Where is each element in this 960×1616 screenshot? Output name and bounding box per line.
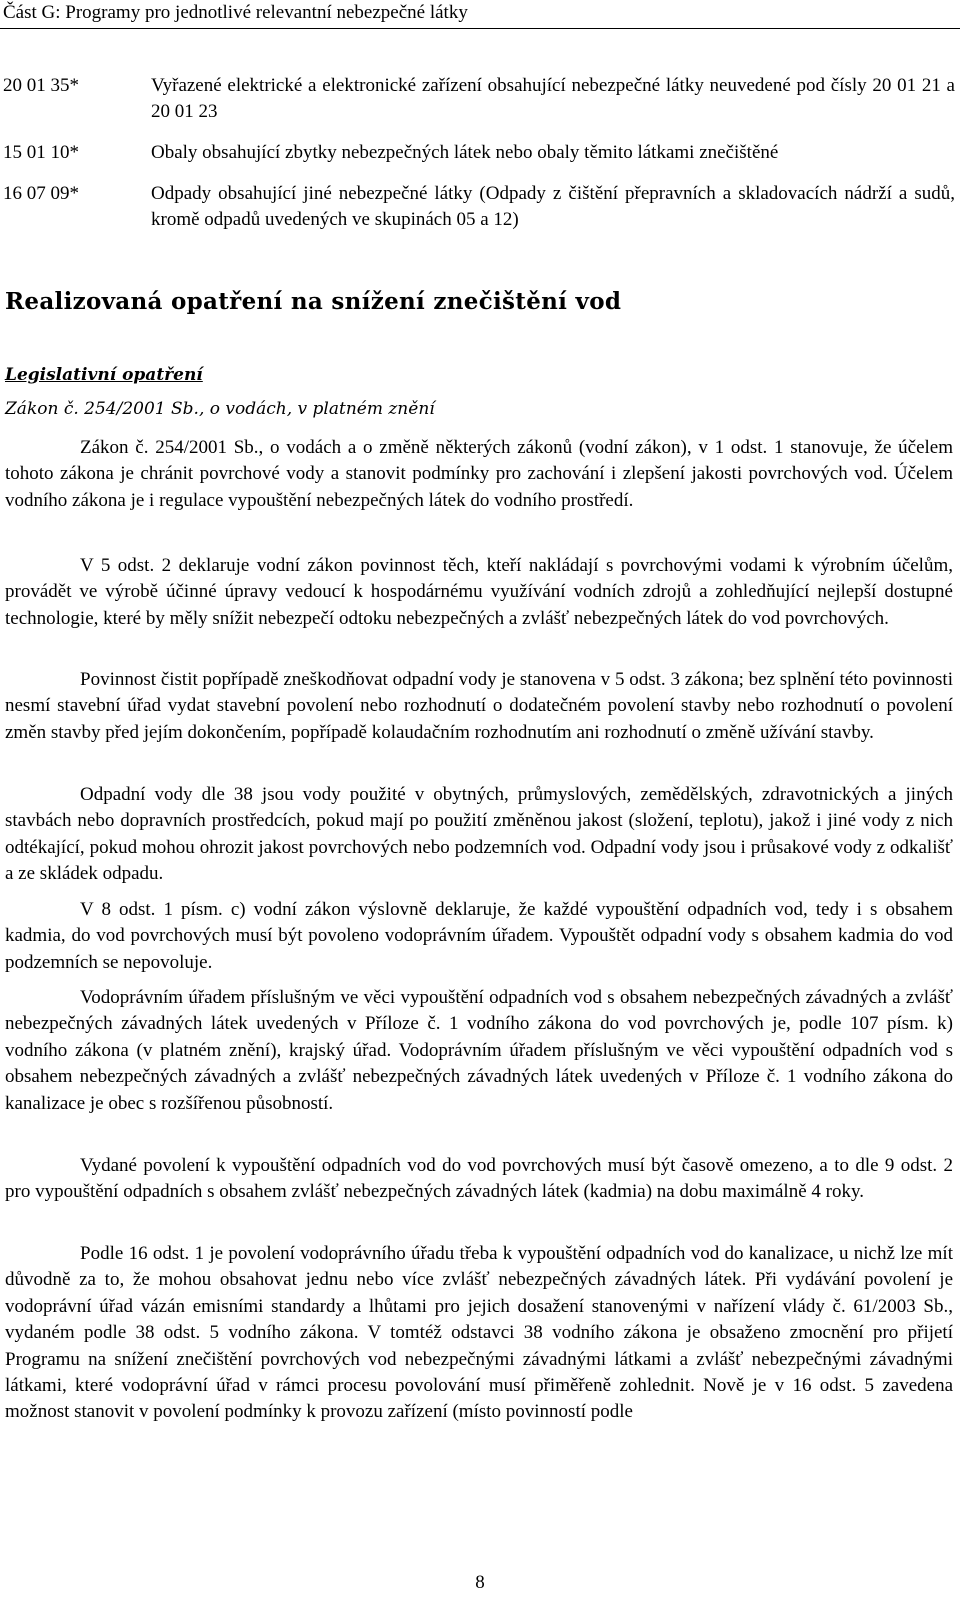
header-divider [0, 28, 960, 29]
page-header-title: Část G: Programy pro jednotlivé relevantní nebezpečné látky [3, 2, 468, 23]
waste-code-row [3, 140, 955, 166]
paragraph: V 8 odst. 1 písm. c) vodní zákon výslovně deklaruje, že každé vypouštění odpadních vod, tedy i s obsahem kadmia, do vod povrchových musí být povoleno vodoprávním úřadem. Vypouštět odpadní vody s obsahem kadmia do vod podzemních se nepovoluje. [5, 899, 953, 973]
paragraph: Povinnost čistit popřípadě zneškodňovat odpadní vody je stanovena v 5 odst. 3 zákona; bez splnění této povinnosti nesmí stavební úřad vydat stavební povolení nebo rozhodnutí o dodatečném povolení stavby nebo rozhodnutí o povolení změn stavby před jejím dokončením, popřípadě kolaudačním rozhodnutím ani rozhodnutí o změně užívání stavby. [5, 669, 953, 743]
waste-code: 20 01 35* [3, 75, 79, 96]
waste-code: 16 07 09* [3, 183, 79, 204]
paragraph: Vydané povolení k vypouštění odpadních vod do vod povrchových musí být časově omezeno, a to dle 9 odst. 2 pro vypouštění odpadních s obsahem zvlášť nebezpečných závadných látek (kadmia) na dobu maximálně 4 roky. [5, 1155, 953, 1203]
page-number: 8 [475, 1572, 485, 1593]
waste-description: Odpady obsahující jiné nebezpečné látky (Odpady z čištění přepravních a skladovacích nádrží a sudů, kromě odpadů uvedených ve skupinách 05 a 12) [151, 183, 955, 230]
paragraph: Odpadní vody dle 38 jsou vody použité v obytných, průmyslových, zemědělských, zdravotnických a jiných stavbách nebo dopravních prostředcích, pokud mají po použití změněnou jakost (složení, teplotu), jakož i jiné vody z nich odtékající, pokud mohou ohrozit jakost povrchových nebo podzemních vod. Odpadní vody jsou i průsakové vody z odkališť a ze skládek odpadu. [5, 784, 953, 885]
paragraph: Vodoprávním úřadem příslušným ve věci vypouštění odpadních vod s obsahem nebezpečných závadných a zvlášť nebezpečných závadných látek uvedených v Příloze č. 1 vodního zákona do vod povrchových je, podle 107 písm. k) vodního zákona (v platném znění), krajský úřad. Vodoprávním úřadem příslušným ve věci vypouštění odpadních vod s obsahem nebezpečných závadných a zvlášť nebezpečných závadných látek uvedených v Příloze č. 1 vodního zákona do kanalizace je obec s rozšířenou působností. [5, 987, 953, 1114]
section-heading: Realizovaná opatření na snížení znečištění vod [5, 288, 622, 315]
subsection-heading: Legislativní opatření [5, 365, 203, 385]
paragraph: V 5 odst. 2 deklaruje vodní zákon povinnost těch, kteří nakládají s povrchovými vodami k výrobním účelům, provádět ve výrobě účinné úpravy vedoucí k hospodárnému využívání vodních zdrojů a zohledňující nejlepší dostupné technologie, které by měly snížit nebezpečí odtoku nebezpečných a zvlášť nebezpečných látek do vod povrchových. [5, 555, 953, 629]
law-reference: Zákon č. 254/2001 Sb., o vodách, v platném znění [5, 399, 435, 419]
waste-description: Obaly obsahující zbytky nebezpečných látek nebo obaly těmito látkami znečištěné [151, 142, 779, 163]
waste-code: 15 01 10* [3, 142, 79, 163]
paragraph: Podle 16 odst. 1 je povolení vodoprávního úřadu třeba k vypouštění odpadních vod do kanalizace, u nichž lze mít důvodně za to, že mohou obsahovat jednu nebo více zvlášť nebezpečných závadných látek. Při vydávání povolení je vodoprávní úřad vázán emisními standardy a lhůtami pro jejich dosažení stanovenými v nařízení vlády č. 61/2003 Sb., vydaném podle 38 odst. 5 vodního zákona. V tomtéž odstavci 38 vodního zákona je obsaženo zmocnění pro přijetí Programu na snížení znečištění povrchových vod nebezpečnými závadnými látkami a zvlášť nebezpečnými závadnými látkami, které vodoprávní úřad v rámci procesu povolování musí přiměřeně zohlednit. Nově je v 16 odst. 5 zavedena možnost stanovit v povolení podmínky k provozu zařízení (místo povinností podle [5, 1243, 953, 1423]
waste-code-row [3, 73, 955, 125]
paragraph: Zákon č. 254/2001 Sb., o vodách a o změně některých zákonů (vodní zákon), v 1 odst. 1 stanovuje, že účelem tohoto zákona je chránit povrchové vody a stanovit podmínky pro zachování i zlepšení jakosti povrchových vod. Účelem vodního zákona je i regulace vypouštění nebezpečných látek do vodního prostředí. [5, 437, 953, 511]
waste-code-row [3, 181, 955, 233]
waste-description: Vyřazené elektrické a elektronické zařízení obsahující nebezpečné látky neuvedené pod čísly 20 01 21 a 20 01 23 [151, 75, 955, 122]
